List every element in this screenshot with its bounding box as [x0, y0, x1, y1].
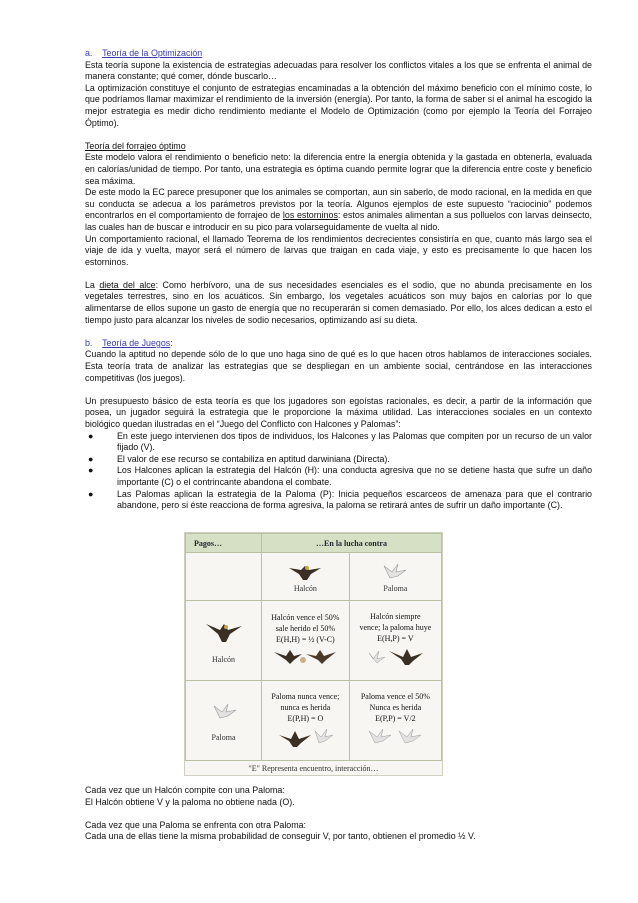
dieta-alce-link[interactable]: dieta del alce	[99, 279, 156, 290]
closing-line-2: El Halcón obtiene V y la paloma no obtiene nada (O).	[85, 796, 295, 807]
row-hawk-label: Halcón	[211, 654, 236, 664]
section-a-paragraph-4	[85, 187, 592, 233]
hawk-dove-payoff-figure	[184, 532, 443, 776]
p4-text-a: De este modo la EC parece presuponer que los animales se comportan, aun sin saberlo, de modo racional, en la medida en que su conducta se adecua a los parámetros previstos por la teoría. Algunos ejemplos de este supuesto “raciocinio” podemos encontrarlos en el comportamiento de forrajeo de	[85, 187, 592, 221]
section-a-paragraph-5: Un comportamiento racional, el llamado Teorema de los rendimientos decrecientes consistiría en que, cuanto más largo sea el viaje de ida y vuelta, mayor será el número de larvas que traigan en cada viaje, y esto es precisamente lo que hacen los estorninos.	[85, 233, 592, 267]
row-hawk	[186, 601, 262, 681]
empty-corner-cell	[186, 553, 262, 601]
section-a-title-link[interactable]: Teoría de la Optimización	[102, 48, 203, 58]
section-b-paragraph-1: Cuando la aptitud no depende sólo de lo que uno haga sino de qué es lo que hacen otros hablamos de interacciones sociales. Esta teoría trata de analizar las estrategias que se despliegan en un ambiente social, centrándose en las interacciones competitivas (los juegos).	[85, 349, 592, 383]
dove-icon	[210, 700, 238, 722]
cell-dove-dove: Paloma vence el 50% Nunca es herida E(P,P) = V/2	[349, 681, 441, 761]
section-b-heading	[85, 338, 592, 350]
section-a-label: a.	[85, 48, 93, 58]
section-a-paragraph-2: La optimización constituye el conjunto de estrategias encaminadas a la obtención del máximo beneficio con el mínimo coste, lo que podríamos llamar maximizar el rendimiento de la inversión (energía). Por tanto, la forma de saber si el animal ha escogido la mejor estrategia es medir dicho rendimiento mediante el Modelo de Optimización (como por ejemplo la Teoría del Forrajeo Óptimo).	[85, 82, 592, 128]
bullet-icon: ●	[88, 430, 94, 441]
list-item: ● Los Halcones aplican la estrategia del Halcón (H): una conducta agresiva que no se detiene hasta que sufre un daño importante (C) o el contrincante abandona el combate.	[88, 465, 592, 487]
closing-text	[85, 785, 592, 843]
closing-line-3: Cada vez que una Paloma se enfrenta con otra Paloma:	[85, 819, 307, 830]
cell-hawk-dove: Halcón siempre vence; la paloma huye E(H,P) = V	[349, 601, 441, 681]
column-hawk	[262, 553, 350, 601]
doves-icon	[365, 725, 425, 747]
section-b-colon: :	[170, 337, 173, 348]
bullet-icon: ●	[88, 465, 94, 476]
hawk-chasing-dove-icon	[365, 645, 425, 667]
row-dove-label: Paloma	[211, 732, 236, 742]
list-item: ● En este juego intervienen dos tipos de individuos, los Halcones y las Palomas que compiten por un recurso de un valor fijado (V).	[88, 430, 592, 453]
section-a-paragraph-3: Este modelo valora el rendimiento o beneficio neto: la diferencia entre la energía obtenida y la gastada en obtenerla, evaluada en calorías/unidad de tiempo. Por tanto, una estrategia es óptima cuando permite lograr que la diferencia entre coste y beneficio sea máxima.	[85, 152, 592, 186]
section-b-label: b.	[85, 337, 93, 348]
dove-icon	[380, 560, 410, 582]
list-item: ● Las Palomas aplican la estrategia de la Paloma (P): Inicia pequeños escarceos de amenaza para que el contrario abandone, pero si éste reacciona de forma agresiva, la paloma se retirará antes de sufrir un daño importante (C).	[88, 488, 592, 511]
p6-text-a: La	[85, 279, 100, 290]
hawk-icon	[204, 618, 244, 644]
game-rules-list	[85, 431, 592, 512]
hawks-fighting-icon	[272, 646, 338, 666]
table-header-lucha: …En la lucha contra	[262, 534, 442, 553]
closing-line-4: Cada una de ellas tiene la misma probabilidad de conseguir V, por tanto, obtienen el promedio ½ V.	[85, 831, 476, 842]
row-dove	[186, 681, 262, 761]
closing-line-1: Cada vez que un Halcón compite con una Paloma:	[85, 785, 285, 795]
cell-hawk-hawk: Halcón vence el 50% sale herido el 50% E(H,H) = ½ (V-C)	[262, 601, 350, 681]
document-body	[85, 48, 592, 512]
section-b-title-link[interactable]: Teoría de Juegos	[102, 337, 171, 348]
section-a-paragraph-6	[85, 280, 592, 326]
section-a-paragraph-1: Esta teoría supone la existencia de estrategias adecuadas para resolver los conflictos vitales a los que se enfrenta el animal de manera constante; qué comer, dónde buscarlo…	[85, 59, 592, 82]
column-dove-label: Paloma	[383, 584, 408, 593]
dove-fleeing-hawk-icon	[275, 725, 335, 747]
cell-dove-hawk: Paloma nunca vence; nunca es herida E(P,H) = O	[262, 681, 350, 761]
forrajeo-subtitle: Teoría del forrajeo óptimo	[85, 140, 186, 151]
hawk-icon	[287, 560, 323, 582]
bullet-icon: ●	[88, 488, 94, 499]
bullet-icon: ●	[88, 453, 94, 464]
table-header-pagos: Pagos…	[186, 534, 262, 553]
estorninos-link[interactable]: los estorninos	[282, 210, 338, 221]
p6-text-b: : Como herbívoro, una de sus necesidades esenciales es el sodio, que no abunda precisamente en los vegetales terrestres, sino en los acuáticos. Sin embargo, los vegetales acuáticos son muy bajos en calorías por lo que alimentarse de ellos supone un gasto de energía que no recuperarán si comen demasiado. Por ello, los alces dedican a esto el tiempo justo para alcanzar los niveles de sodio necesarios, optimizando así su dieta.	[85, 279, 592, 325]
column-dove	[349, 553, 441, 601]
table-caption: "E" Representa encuentro, interacción…	[248, 764, 379, 773]
section-a-heading	[85, 48, 592, 60]
payoff-table	[185, 533, 442, 761]
list-item: ● El valor de ese recurso se contabiliza en aptitud darwiniana (Directa).	[88, 453, 390, 464]
column-hawk-label: Halcón	[293, 584, 317, 593]
section-b-paragraph-2: Un presupuesto básico de esta teoría es que los jugadores son egoístas racionales, es decir, a partir de la información que posea, un jugador seguirá la estrategia que le proporcione la máxima utilidad. Las interacciones sociales en un contexto biológico quedan ilustradas en el “Juego del Conflicto con Halcones y Palomas”:	[85, 395, 592, 429]
p4-text-b: : estos animales alimentan a sus polluelos con larvas deinsecto, las cuales han de buscar e introducir en su pico para volarseguidamente de vuelta al nido.	[85, 210, 592, 232]
